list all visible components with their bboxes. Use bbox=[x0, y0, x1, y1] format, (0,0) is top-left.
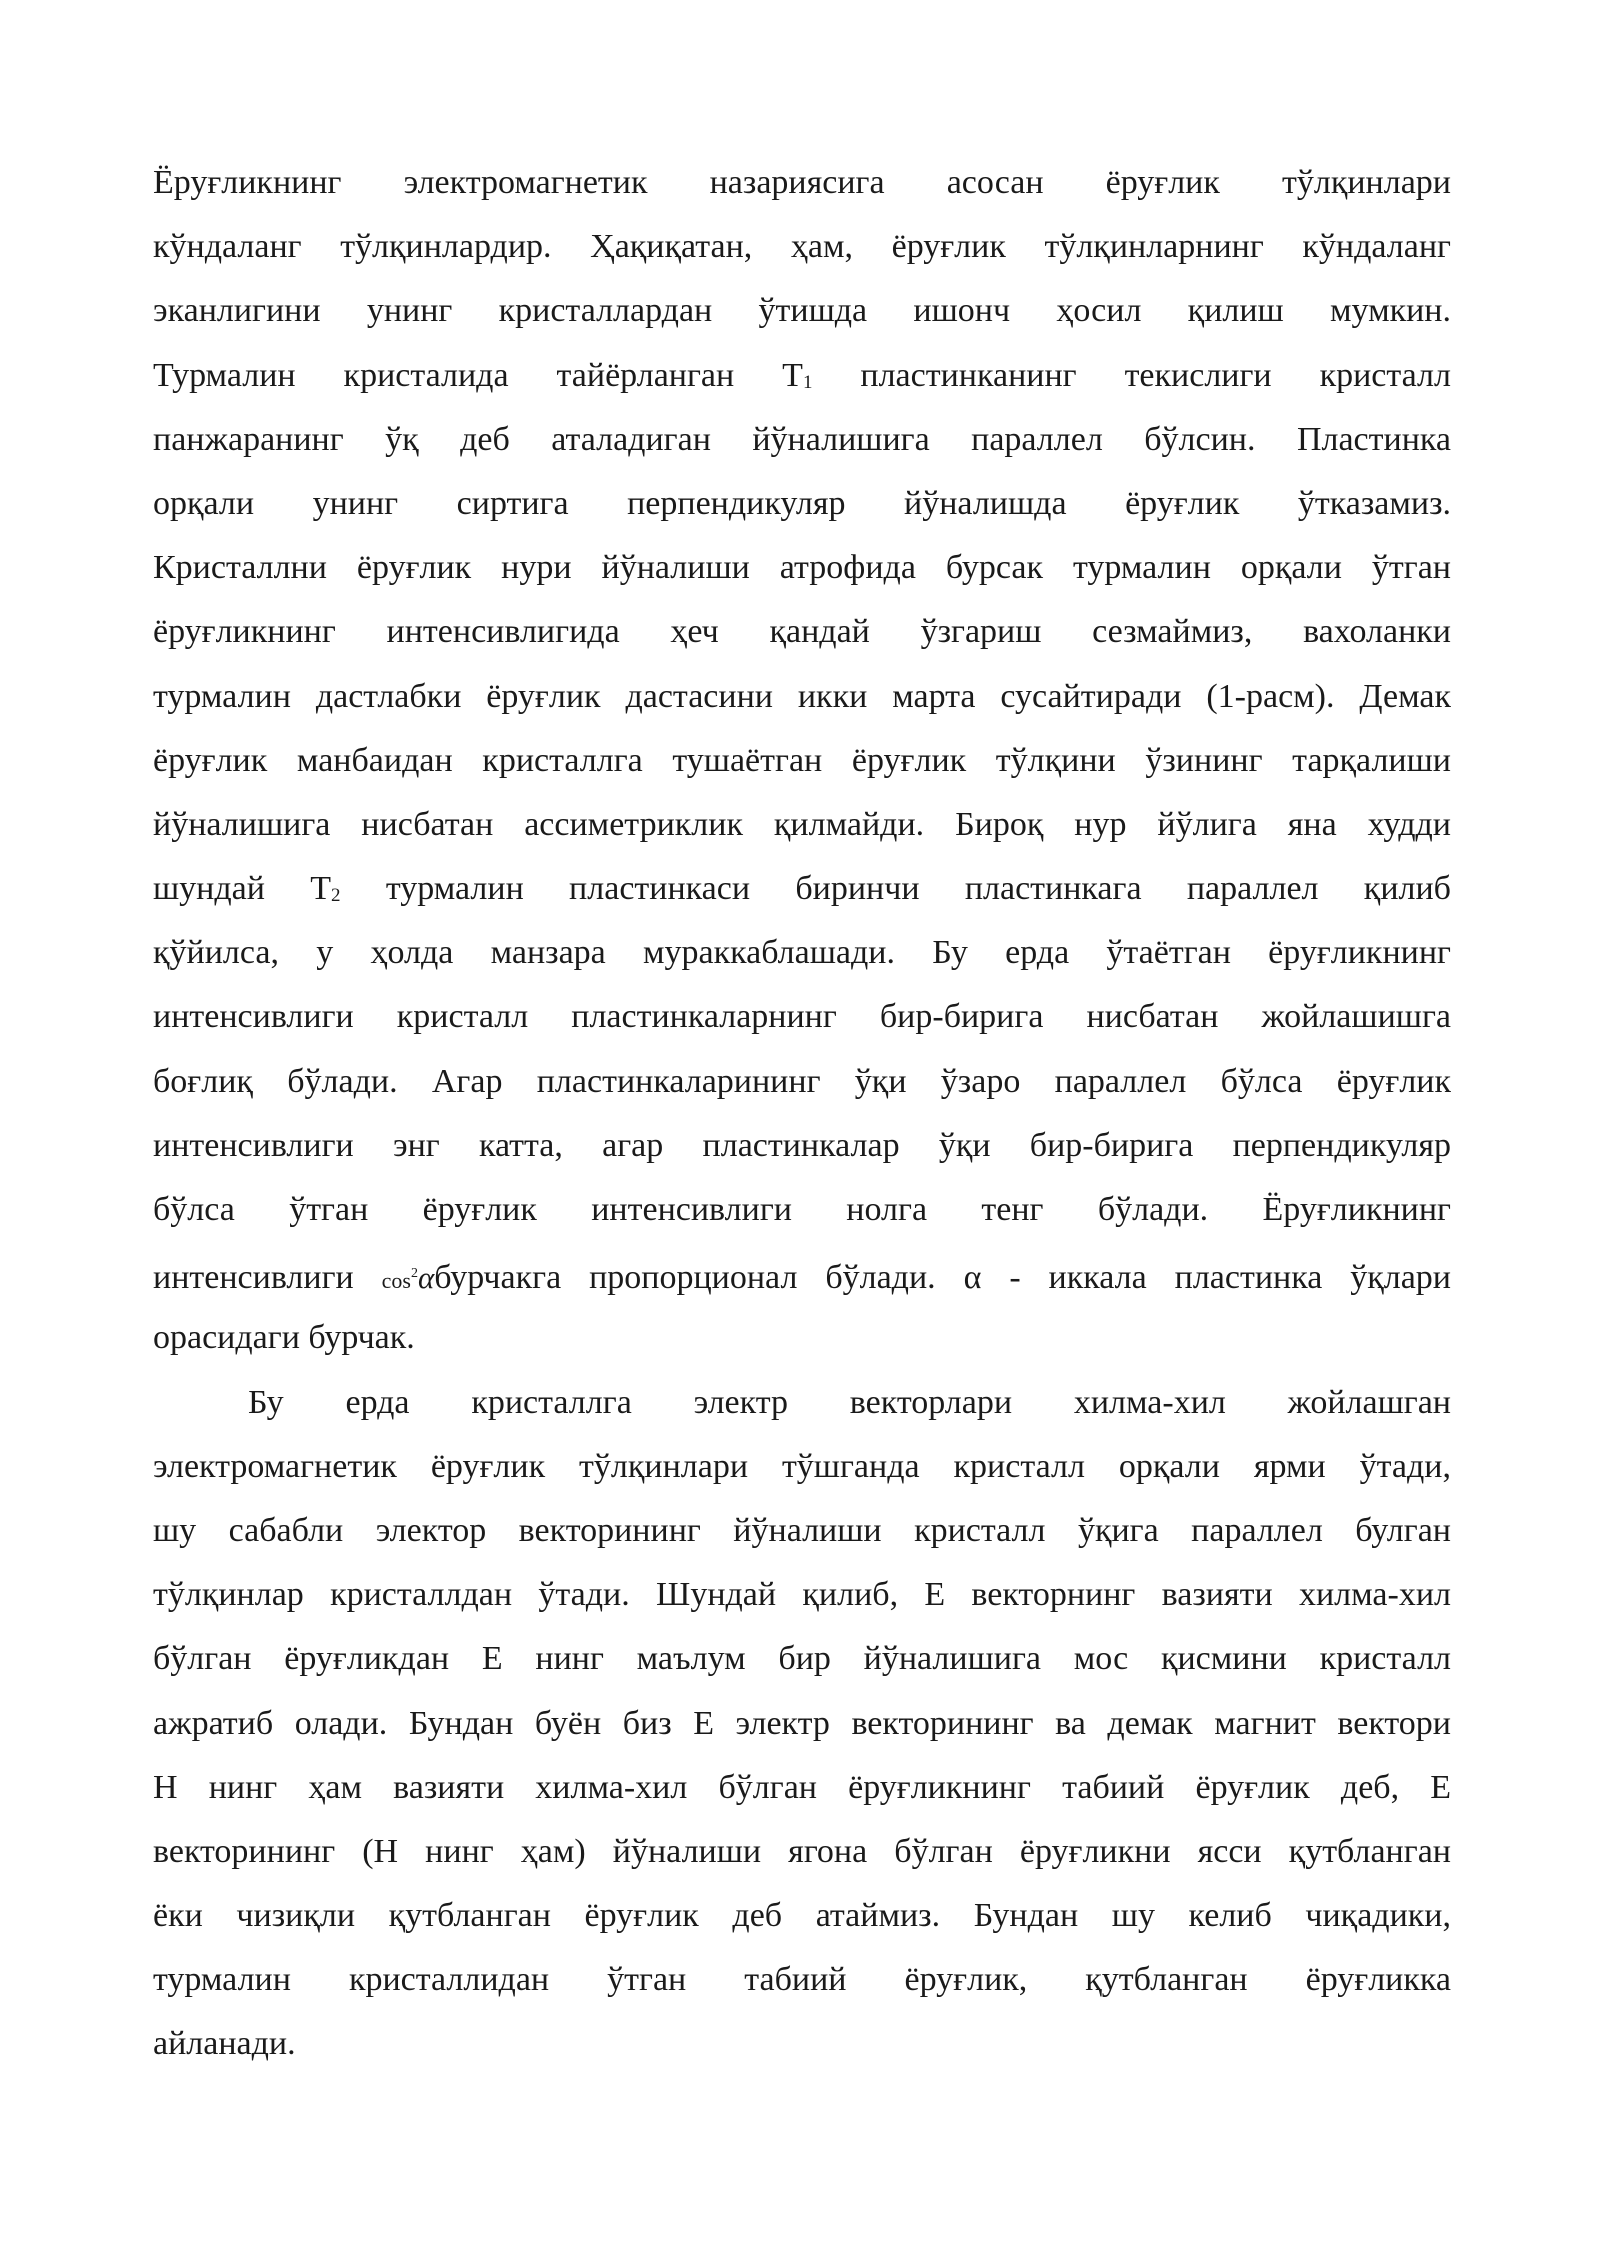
text-line bbox=[153, 344, 1451, 408]
text-line: бўлса ўтган ёруғлик интенсивлиги нолга тенг бўлади. Ёруғликнинг bbox=[153, 1191, 1451, 1228]
text-line: йўналишига нисбатан ассиметриклик қилмайди. Бироқ нур йўлига яна худди bbox=[153, 805, 1451, 843]
text-line bbox=[153, 1242, 1451, 1306]
text-line: орасидаги бурчак. bbox=[153, 1319, 415, 1357]
text-line: ажратиб олади. Бундан буён биз Е электр векторининг ва демак магнит вектори bbox=[153, 1704, 1451, 1742]
body-text bbox=[153, 151, 1451, 2077]
text-line: боғлиқ бўлади. Агар пластинкаларининг ўқи ўзаро параллел бўлса ёруғлик bbox=[153, 1062, 1451, 1100]
text-line: бўлган ёруғликдан Е нинг маълум бир йўналишига мос қисмини кристалл bbox=[153, 1640, 1451, 1678]
text-line: Н нинг ҳам вазияти хилма-хил бўлган ёруғликнинг табиий ёруғлик деб, Е bbox=[153, 1768, 1451, 1806]
text-line: кўндаланг тўлқинлардир. Ҳақиқатан, ҳам, ёруғлик тўлқинларнинг кўндаланг bbox=[153, 228, 1451, 266]
text-line: панжаранинг ўқ деб аталадиган йўналишига параллел бўлсин. Пластинка bbox=[153, 420, 1451, 458]
text-fragment: интенсивлиги bbox=[153, 1259, 382, 1297]
text-line: электромагнетик ёруғлик тўлқинлари тўшганда кристалл орқали ярми ўтади, bbox=[153, 1447, 1451, 1485]
cos-squared-alpha-formula bbox=[382, 1242, 435, 1306]
text-line: Кристаллни ёруғлик нури йўналиши атрофида бурсак турмалин орқали ўтган bbox=[153, 549, 1451, 587]
text-line: интенсивлиги энг катта, агар пластинкалар ўқи бир-бирига перпендикуляр bbox=[153, 1126, 1451, 1164]
text-line: Бу ерда кристаллга электр векторлари хилма-хил жойлашган bbox=[248, 1383, 1451, 1421]
text-line: ёки чизиқли қутбланган ёруғлик деб атаймиз. Бундан шу келиб чиқадики, bbox=[153, 1897, 1451, 1935]
text-fragment: бурчакга пропорционал бўлади. α - иккала пластинка ўқлари bbox=[434, 1259, 1451, 1297]
text-line: тўлқинлар кристаллдан ўтади. Шундай қилиб, Е векторнинг вазияти хилма-хил bbox=[153, 1576, 1451, 1614]
text-fragment: Турмалин кристалида тайёрланган Т bbox=[153, 356, 803, 394]
text-line: ёруғликнинг интенсивлигида ҳеч қандай ўзгариш сезмаймиз, вахоланки bbox=[153, 613, 1451, 651]
text-line: турмалин дастлабки ёруғлик дастасини икки марта сусайтиради (1-расм). Демак bbox=[153, 677, 1451, 715]
text-line: интенсивлиги кристалл пластинкаларнинг бир-бирига нисбатан жойлашишга bbox=[153, 998, 1451, 1036]
text-line: Ёруғликнинг электромагнетик назариясига асосан ёруғлик тўлқинлари bbox=[153, 164, 1451, 201]
paragraph-2 bbox=[153, 1371, 1451, 2077]
formula-alpha: α bbox=[417, 1260, 435, 1296]
formula-cos: cos bbox=[381, 1268, 411, 1294]
text-line bbox=[153, 857, 1451, 921]
text-line: орқали унинг сиртига перпендикуляр йўналишда ёруғлик ўтказамиз. bbox=[153, 484, 1451, 522]
text-line: турмалин кристаллидан ўтган табиий ёруғлик, қутбланган ёруғликка bbox=[153, 1961, 1451, 1999]
text-line: қўйилса, у ҳолда манзара мураккаблашади. Бу ерда ўтаётган ёруғликнинг bbox=[153, 934, 1451, 972]
text-fragment: пластинканинг текислиги кристалл bbox=[812, 356, 1451, 394]
text-line: шу сабабли электор векторининг йўналиши кристалл ўқига параллел булган bbox=[153, 1511, 1451, 1549]
text-line: эканлигини унинг кристаллардан ўтишда ишонч ҳосил қилиш мумкин. bbox=[153, 292, 1451, 330]
text-line: векторининг (Н нинг ҳам) йўналиши ягона бўлган ёруғликни ясси қутбланган bbox=[153, 1832, 1451, 1870]
text-line: ёруғлик манбаидан кристаллга тушаётган ёруғлик тўлқини ўзининг тарқалиши bbox=[153, 741, 1451, 779]
subscript: 2 bbox=[331, 885, 341, 907]
formula-exponent: 2 bbox=[410, 1266, 418, 1282]
paragraph-1 bbox=[153, 151, 1451, 1371]
subscript: 1 bbox=[802, 371, 813, 393]
text-line: айланади. bbox=[153, 2025, 296, 2063]
text-fragment: турмалин пластинкаси биринчи пластинкага параллел қилиб bbox=[340, 870, 1451, 908]
text-fragment: шундай Т bbox=[153, 870, 332, 908]
